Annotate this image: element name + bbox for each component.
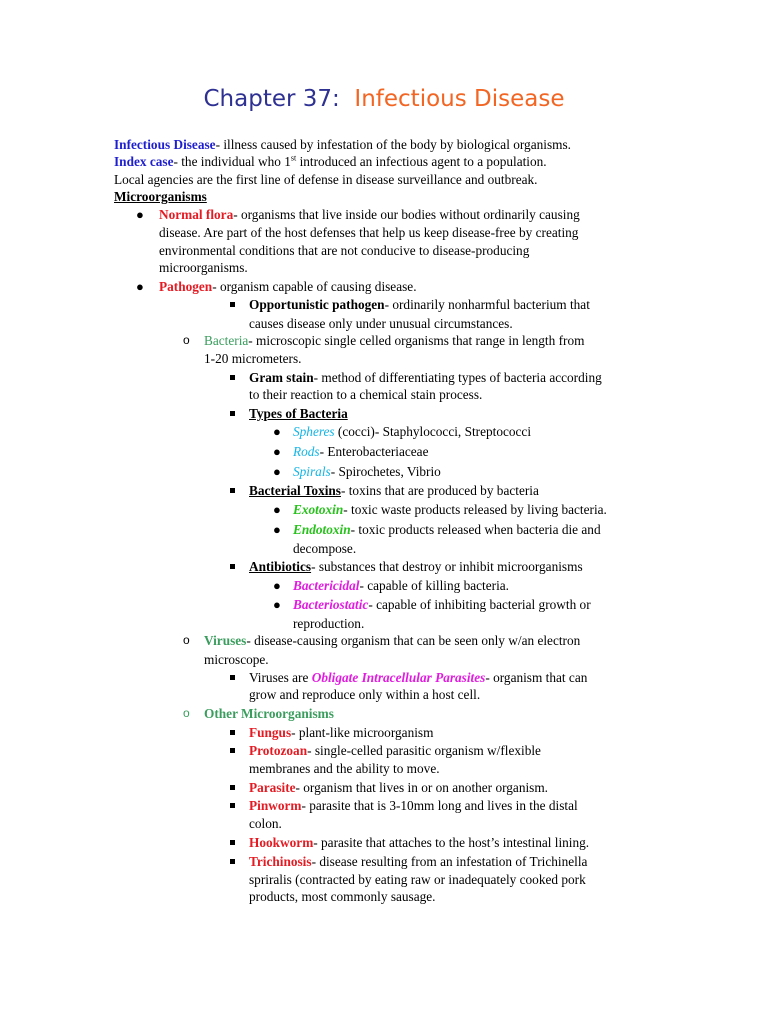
- bullet-dot: ●: [273, 502, 281, 517]
- spheres-line: [293, 423, 531, 440]
- definition: - organism that can: [485, 670, 588, 685]
- definition: - disease resulting from an infestation of Trichinella: [311, 854, 588, 869]
- term: Endotoxin: [293, 522, 351, 537]
- bullet-dot: ●: [273, 424, 281, 439]
- protozoan-line-2: membranes and the ability to move.: [249, 761, 440, 776]
- definition: - toxins that are produced by bacteria: [340, 483, 539, 498]
- definition: - substances that destroy or inhibit microorganisms: [311, 559, 583, 574]
- term: Spirals: [293, 464, 331, 479]
- term: Pathogen: [159, 279, 213, 294]
- bacteriostatic-line-2: reproduction.: [293, 616, 365, 631]
- bacteria-line: [204, 332, 584, 349]
- term: Protozoan: [249, 743, 308, 758]
- bullet-dot: ●: [273, 444, 281, 459]
- bullet-dot: ●: [136, 207, 144, 222]
- square-bullet: [230, 840, 235, 845]
- normal-flora-line-3: environmental conditions that are not conducive to disease-producing: [159, 243, 530, 258]
- square-bullet: [230, 488, 235, 493]
- term: Spheres: [293, 424, 335, 439]
- square-bullet: [230, 302, 235, 307]
- term: Antibiotics: [249, 559, 312, 574]
- opportunistic-line: [249, 296, 590, 313]
- trichinosis-line-3: products, most commonly sausage.: [249, 889, 436, 904]
- gram-stain-line: [249, 369, 602, 386]
- protozoan-line: [249, 742, 541, 759]
- superscript: st: [290, 153, 297, 163]
- bullet-dot: ●: [273, 578, 281, 593]
- other-microorganisms-heading: Other Microorganisms: [204, 706, 334, 721]
- definition: - Spirochetes, Vibrio: [330, 464, 441, 479]
- pinworm-line-2: colon.: [249, 816, 282, 831]
- term: Viruses: [204, 633, 247, 648]
- chapter-number: Chapter 37:: [203, 86, 340, 112]
- definition: - plant-like microorganism: [291, 725, 434, 740]
- term: Obligate Intracellular Parasites: [311, 670, 486, 685]
- definition: - Enterobacteriaceae: [319, 444, 429, 459]
- term: Gram stain: [249, 370, 314, 385]
- obligate-parasites-line: [249, 669, 587, 686]
- bacteriostatic-line: [293, 596, 591, 613]
- term: Opportunistic pathogen: [249, 297, 385, 312]
- definition: - capable of inhibiting bacterial growth or: [368, 597, 591, 612]
- bullet-dot: ●: [273, 597, 281, 612]
- trichinosis-line-2: spriralis (contracted by eating raw or inadequately cooked pork: [249, 872, 586, 887]
- term: Index case: [114, 154, 174, 169]
- term: Rods: [293, 444, 320, 459]
- gram-stain-line-2: to their reaction to a chemical stain process.: [249, 387, 483, 402]
- obligate-parasites-line-2: grow and reproduce only within a host cell.: [249, 687, 481, 702]
- square-bullet: [230, 785, 235, 790]
- text: Viruses are: [249, 670, 312, 685]
- term: Bactericidal: [293, 578, 360, 593]
- definition: - microscopic single celled organisms that range in length from: [248, 333, 585, 348]
- viruses-line: [204, 632, 580, 649]
- rods-line: [293, 443, 428, 460]
- term: Bacteriostatic: [293, 597, 369, 612]
- definition: - organism capable of causing disease.: [212, 279, 417, 294]
- chapter-topic: Infectious Disease: [354, 86, 565, 112]
- definition: - parasite that is 3-10mm long and lives in the distal: [301, 798, 578, 813]
- exotoxin-line: [293, 501, 607, 518]
- term: Bacterial Toxins: [249, 483, 341, 498]
- infectious-disease-line: [114, 136, 571, 153]
- bullet-dot: ●: [136, 279, 144, 294]
- definition: - ordinarily nonharmful bacterium that: [384, 297, 590, 312]
- term: Hookworm: [249, 835, 314, 850]
- term: Infectious Disease: [114, 137, 216, 152]
- square-bullet: [230, 859, 235, 864]
- definition: - organism that lives in or on another organism.: [295, 780, 549, 795]
- page-title: [0, 86, 768, 112]
- square-bullet: [230, 803, 235, 808]
- definition-continued: introduced an infectious agent to a population.: [296, 154, 547, 169]
- bullet-dot: ●: [273, 464, 281, 479]
- bullet-dot: ●: [273, 522, 281, 537]
- bactericidal-line: [293, 577, 509, 594]
- term: Pinworm: [249, 798, 302, 813]
- opportunistic-line-2: causes disease only under unusual circumstances.: [249, 316, 513, 331]
- definition: - toxic waste products released by living bacteria.: [343, 502, 607, 517]
- definition: - capable of killing bacteria.: [359, 578, 510, 593]
- term: Trichinosis: [249, 854, 312, 869]
- circle-bullet: o: [183, 333, 190, 347]
- circle-bullet: o: [183, 706, 190, 720]
- hookworm-line: [249, 834, 589, 851]
- square-bullet: [230, 748, 235, 753]
- square-bullet: [230, 375, 235, 380]
- trichinosis-line: [249, 853, 587, 870]
- normal-flora-line-4: microorganisms.: [159, 260, 248, 275]
- endotoxin-line-2: decompose.: [293, 541, 357, 556]
- local-agencies-line: Local agencies are the first line of defense in disease surveillance and outbreak.: [114, 172, 538, 187]
- viruses-line-2: microscope.: [204, 652, 269, 667]
- term: Parasite: [249, 780, 296, 795]
- definition: - parasite that attaches to the host’s intestinal lining.: [313, 835, 590, 850]
- circle-bullet: o: [183, 633, 190, 647]
- definition: - organisms that live inside our bodies without ordinarily causing: [233, 207, 580, 222]
- term: Exotoxin: [293, 502, 344, 517]
- square-bullet: [230, 730, 235, 735]
- index-case-line: [114, 153, 547, 170]
- types-of-bacteria-heading: Types of Bacteria: [249, 406, 348, 421]
- definition: - single-celled parasitic organism w/flexible: [307, 743, 541, 758]
- square-bullet: [230, 675, 235, 680]
- pathogen-line: [159, 278, 417, 295]
- definition: (cocci)- Staphylococci, Streptococci: [334, 424, 532, 439]
- definition: - disease-causing organism that can be seen only w/an electron: [246, 633, 581, 648]
- antibiotics-line: [249, 558, 583, 575]
- microorganisms-heading: Microorganisms: [114, 189, 207, 204]
- pinworm-line: [249, 797, 578, 814]
- definition: - toxic products released when bacteria die and: [350, 522, 601, 537]
- bacterial-toxins-line: [249, 482, 539, 499]
- bacteria-line-2: 1-20 micrometers.: [204, 351, 302, 366]
- spirals-line: [293, 463, 441, 480]
- definition: - the individual who 1: [173, 154, 291, 169]
- square-bullet: [230, 411, 235, 416]
- fungus-line: [249, 724, 433, 741]
- normal-flora-line: [159, 206, 580, 223]
- term: Fungus: [249, 725, 292, 740]
- square-bullet: [230, 564, 235, 569]
- term: Bacteria: [204, 333, 249, 348]
- definition: - method of differentiating types of bacteria according: [313, 370, 602, 385]
- endotoxin-line: [293, 521, 601, 538]
- parasite-line: [249, 779, 548, 796]
- term: Normal flora: [159, 207, 234, 222]
- definition: - illness caused by infestation of the body by biological organisms.: [215, 137, 571, 152]
- normal-flora-line-2: disease. Are part of the host defenses that help us keep disease-free by creating: [159, 225, 579, 240]
